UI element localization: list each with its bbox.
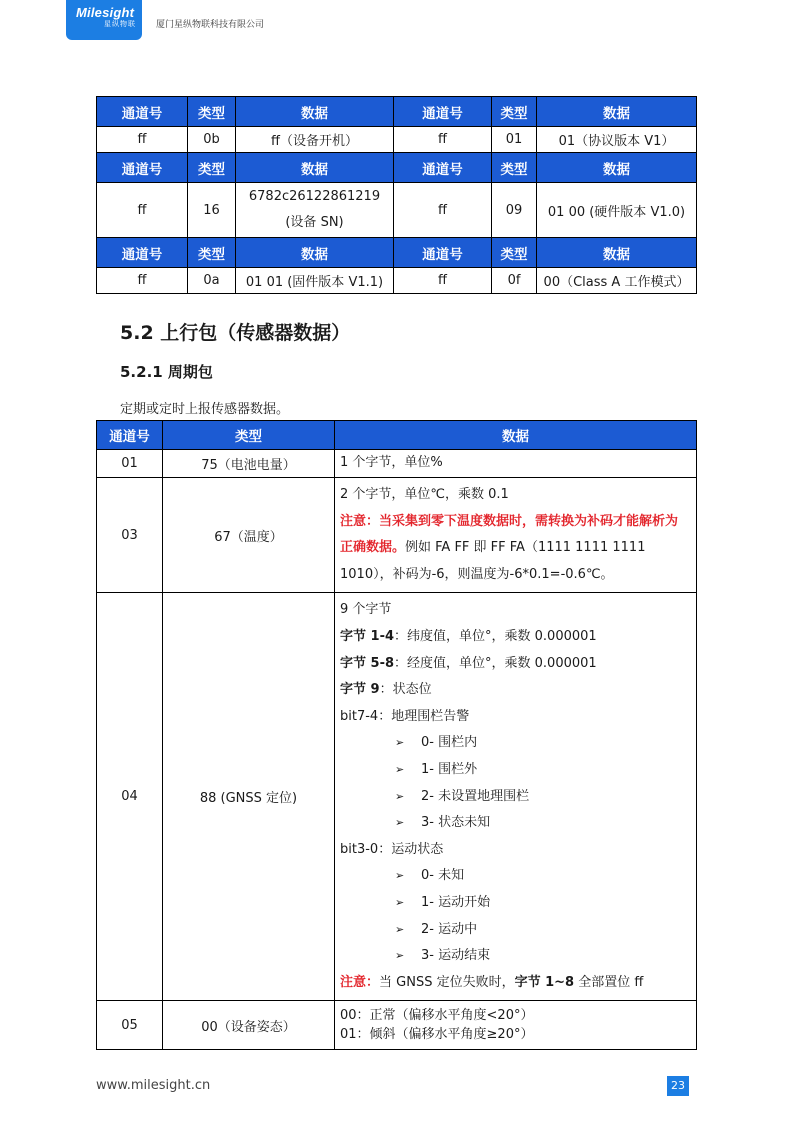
note-text: 例如 FA FF 即 FF FA（1111 1111 1111 1010），补码为-6，则温度为-6*0.1=-0.6℃。 bbox=[340, 540, 646, 582]
byte-label: 字节 5-8 bbox=[340, 655, 395, 671]
gnss-row bbox=[97, 593, 697, 1001]
desc-line bbox=[340, 651, 691, 678]
header-cell: 数据 bbox=[537, 238, 697, 268]
note-text: 全部置位 ff bbox=[574, 974, 644, 990]
note-paragraph bbox=[340, 509, 691, 589]
desc-line: 9 个字节 bbox=[340, 602, 392, 618]
byte-text: ：经度值，单位°，乘数 0.000001 bbox=[394, 655, 597, 671]
list-item-text: 2- 运动中 bbox=[421, 921, 478, 937]
list-item bbox=[340, 863, 691, 890]
list-item-text: 2- 未设置地理围栏 bbox=[421, 788, 530, 804]
header-cell: 通道号 bbox=[97, 421, 163, 450]
desc-line bbox=[340, 677, 691, 704]
arrow-bullet-icon: ➢ bbox=[395, 762, 405, 776]
note-bold-text: 字节 1~8 bbox=[514, 974, 575, 990]
table-row bbox=[97, 183, 697, 238]
logo-text: Milesight bbox=[76, 5, 135, 20]
table-cell: ff bbox=[394, 127, 492, 153]
desc-line: 2 个字节，单位℃，乘数 0.1 bbox=[340, 487, 509, 502]
device-info-table bbox=[96, 96, 697, 294]
byte-label: 字节 1-4 bbox=[340, 628, 395, 644]
table-cell: ff bbox=[394, 268, 492, 294]
note-bold-text: 当采集到零下温度数据时，需转换为补码才能解析为正确数据。 bbox=[340, 513, 679, 556]
arrow-bullet-icon: ➢ bbox=[395, 869, 405, 883]
device-sn-value: 6782c26122861219 bbox=[248, 189, 381, 204]
list-item bbox=[340, 730, 691, 757]
header-cell: 数据 bbox=[537, 97, 697, 127]
table-cell: ff bbox=[97, 268, 188, 294]
logo-subtext: 星纵物联 bbox=[104, 20, 136, 28]
header-cell: 类型 bbox=[188, 238, 236, 268]
header-cell: 类型 bbox=[188, 153, 236, 183]
data-cell bbox=[335, 593, 697, 1001]
byte-text: ：纬度值，单位°，乘数 0.000001 bbox=[394, 628, 597, 644]
table-row bbox=[97, 127, 697, 153]
header-cell: 类型 bbox=[492, 97, 537, 127]
list-item-text: 1- 运动开始 bbox=[421, 894, 491, 910]
page-number: 23 bbox=[667, 1076, 689, 1096]
type-cell: 75（电池电量） bbox=[163, 450, 335, 478]
arrow-bullet-icon: ➢ bbox=[395, 736, 405, 750]
header-cell: 通道号 bbox=[394, 153, 492, 183]
type-cell: 67（温度） bbox=[163, 478, 335, 593]
note-label: 注意： bbox=[340, 513, 380, 529]
type-cell: 88 (GNSS 定位) bbox=[163, 593, 335, 1001]
table-cell: ff（设备开机） bbox=[236, 127, 394, 153]
header-cell: 通道号 bbox=[394, 97, 492, 127]
note-label: 注意： bbox=[340, 974, 380, 990]
header-cell: 类型 bbox=[188, 97, 236, 127]
table-cell: 01 bbox=[492, 127, 537, 153]
temperature-row bbox=[97, 478, 697, 593]
data-cell: 1 个字节，单位% bbox=[335, 450, 697, 478]
header-cell: 通道号 bbox=[97, 238, 188, 268]
list-item bbox=[340, 757, 691, 784]
table-cell: 0b bbox=[188, 127, 236, 153]
header-cell: 类型 bbox=[492, 153, 537, 183]
arrow-bullet-icon: ➢ bbox=[395, 922, 405, 936]
note-text: 当 GNSS 定位失败时， bbox=[379, 974, 515, 990]
list-item bbox=[340, 890, 691, 917]
table-header-row bbox=[97, 421, 697, 450]
desc-line: 01：倾斜（偏移水平角度≥20°） bbox=[340, 1027, 534, 1043]
header-cell: 类型 bbox=[163, 421, 335, 450]
desc-line: 00：正常（偏移水平角度<20°） bbox=[340, 1008, 534, 1024]
list-item bbox=[340, 917, 691, 944]
header-cell: 数据 bbox=[335, 421, 697, 450]
list-item-text: 3- 状态未知 bbox=[421, 815, 491, 831]
list-item-text: 3- 运动结束 bbox=[421, 948, 491, 964]
section-heading: 5.2 上行包（传感器数据） bbox=[120, 322, 351, 344]
header-cell: 通道号 bbox=[394, 238, 492, 268]
table-cell: 01 00 (硬件版本 V1.0) bbox=[537, 183, 697, 238]
table-cell: 16 bbox=[188, 183, 236, 238]
desc-line: bit7-4：地理围栏告警 bbox=[340, 708, 470, 724]
list-item-text: 0- 未知 bbox=[421, 868, 465, 884]
table-cell: 01（协议版本 V1） bbox=[537, 127, 697, 153]
table-cell: 09 bbox=[492, 183, 537, 238]
table-cell: 0a bbox=[188, 268, 236, 294]
table-cell: ff bbox=[394, 183, 492, 238]
data-cell bbox=[335, 1001, 697, 1050]
list-item bbox=[340, 784, 691, 811]
header-cell: 类型 bbox=[492, 238, 537, 268]
arrow-bullet-icon: ➢ bbox=[395, 949, 405, 963]
device-sn-label: (设备 SN) bbox=[285, 215, 344, 230]
arrow-bullet-icon: ➢ bbox=[395, 789, 405, 803]
channel-cell: 04 bbox=[97, 593, 163, 1001]
table-row bbox=[97, 268, 697, 294]
table-cell: 00（Class A 工作模式） bbox=[537, 268, 697, 294]
header-cell: 通道号 bbox=[97, 97, 188, 127]
subsection-heading: 5.2.1 周期包 bbox=[120, 363, 213, 381]
table-cell: 0f bbox=[492, 268, 537, 294]
device-sn-cell bbox=[236, 183, 394, 238]
brand-logo bbox=[66, 0, 142, 40]
intro-text: 定期或定时上报传感器数据。 bbox=[120, 402, 290, 417]
table-cell: 01 01 (固件版本 V1.1) bbox=[236, 268, 394, 294]
desc-line: bit3-0：运动状态 bbox=[340, 841, 444, 857]
battery-row bbox=[97, 450, 697, 478]
channel-cell: 01 bbox=[97, 450, 163, 478]
table-cell: ff bbox=[97, 183, 188, 238]
header-cell: 数据 bbox=[236, 238, 394, 268]
list-item-text: 1- 围栏外 bbox=[421, 761, 478, 777]
table-header-row bbox=[97, 153, 697, 183]
company-name: 厦门星纵物联科技有限公司 bbox=[156, 20, 265, 30]
channel-cell: 05 bbox=[97, 1001, 163, 1050]
table-cell: ff bbox=[97, 127, 188, 153]
table-header-row bbox=[97, 97, 697, 127]
note-paragraph bbox=[340, 970, 691, 997]
list-item-text: 0- 围栏内 bbox=[421, 735, 478, 751]
data-cell bbox=[335, 478, 697, 593]
arrow-bullet-icon: ➢ bbox=[395, 816, 405, 830]
channel-cell: 03 bbox=[97, 478, 163, 593]
header-cell: 数据 bbox=[236, 97, 394, 127]
desc-line bbox=[340, 624, 691, 651]
arrow-bullet-icon: ➢ bbox=[395, 895, 405, 909]
posture-row bbox=[97, 1001, 697, 1050]
byte-label: 字节 9 bbox=[340, 682, 380, 698]
table-header-row bbox=[97, 238, 697, 268]
header-cell: 通道号 bbox=[97, 153, 188, 183]
footer-website: www.milesight.cn bbox=[96, 1078, 211, 1093]
byte-text: ：状态位 bbox=[379, 682, 432, 698]
list-item bbox=[340, 810, 691, 837]
list-item bbox=[340, 943, 691, 970]
header-cell: 数据 bbox=[537, 153, 697, 183]
type-cell: 00（设备姿态） bbox=[163, 1001, 335, 1050]
header-cell: 数据 bbox=[236, 153, 394, 183]
sensor-data-table bbox=[96, 420, 697, 1050]
